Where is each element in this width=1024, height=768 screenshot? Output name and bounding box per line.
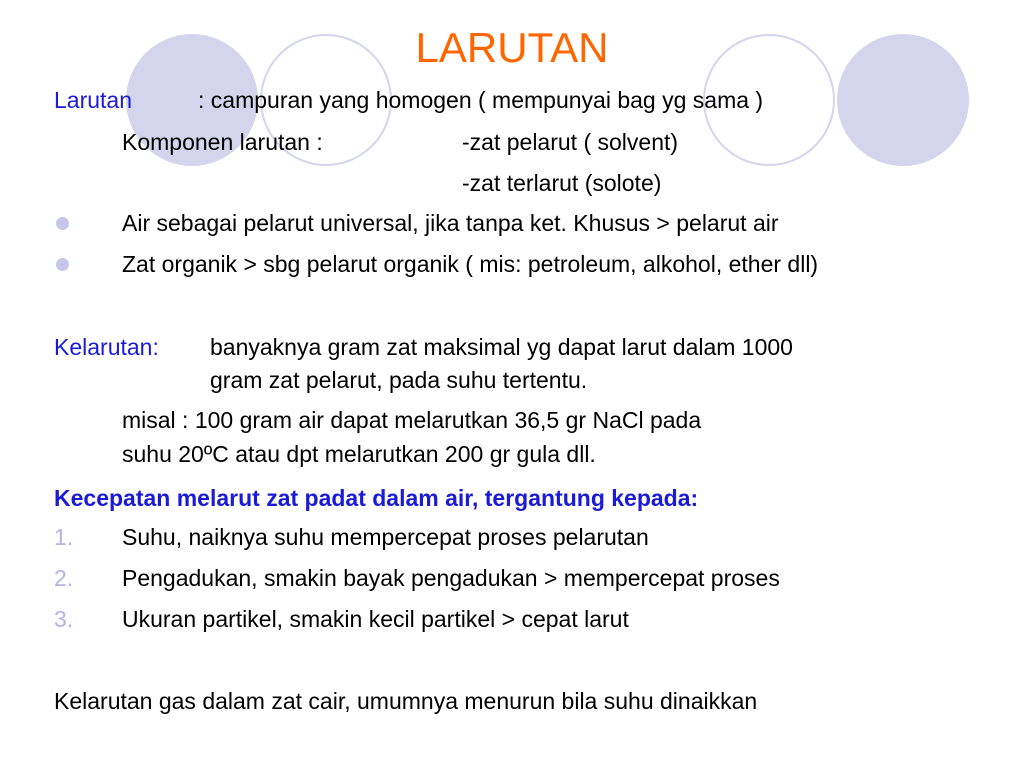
component-solute: -zat terlarut (solote) <box>462 170 662 196</box>
list-item-temperature: Suhu, naiknya suhu mempercepat proses pelarutan <box>122 524 649 550</box>
list-number: 1. <box>54 524 74 550</box>
bullet-item-organic-solvent: Zat organik > sbg pelarut organik ( mis: petroleum, alkohol, ether dll) <box>122 251 819 277</box>
solubility-definition-line2: gram zat pelarut, pada suhu tertentu. <box>210 367 588 393</box>
solubility-example-line2: suhu 20ºC atau dpt melarutkan 200 gr gula dll. <box>122 441 596 467</box>
list-number: 3. <box>54 606 74 632</box>
solubility-term: Kelarutan: <box>54 334 159 360</box>
list-number: 2. <box>54 565 74 591</box>
gas-solubility-statement: Kelarutan gas dalam zat cair, umumnya menurun bila suhu dinaikkan <box>54 688 758 714</box>
components-label: Komponen larutan : <box>122 129 323 155</box>
solubility-example-line1: misal : 100 gram air dapat melarutkan 36,5 gr NaCl pada <box>122 407 702 433</box>
slide-title: LARUTAN <box>415 24 609 71</box>
solubility-definition-line1: banyaknya gram zat maksimal yg dapat larut dalam 1000 <box>210 334 793 360</box>
definition-text: : campuran yang homogen ( mempunyai bag yg sama ) <box>198 87 764 113</box>
dissolution-speed-heading: Kecepatan melarut zat padat dalam air, tergantung kepada: <box>54 485 699 511</box>
list-item-particle-size: Ukuran partikel, smakin kecil partikel > cepat larut <box>122 606 629 632</box>
list-item-stirring: Pengadukan, smakin bayak pengadukan > mempercepat proses <box>122 565 780 591</box>
component-solvent: -zat pelarut ( solvent) <box>462 129 679 155</box>
definition-term: Larutan <box>54 87 133 113</box>
bullet-dot-icon <box>56 258 69 271</box>
bullet-item-universal-solvent: Air sebagai pelarut universal, jika tanpa ket. Khusus > pelarut air <box>122 210 779 236</box>
bullet-dot-icon <box>56 217 69 230</box>
